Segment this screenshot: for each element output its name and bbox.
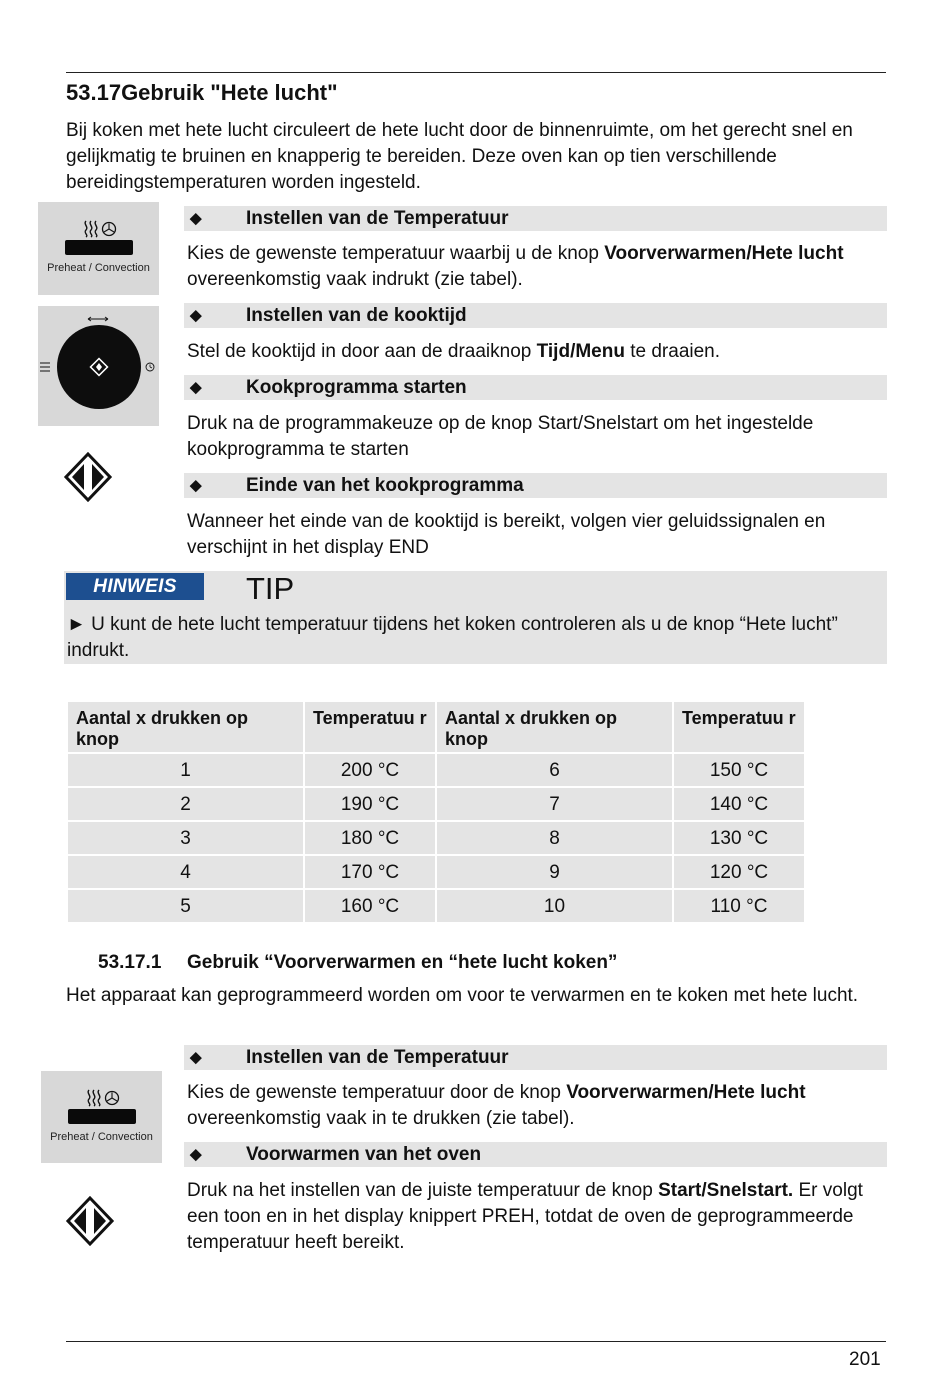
table-cell: 170 °C — [304, 855, 436, 889]
table-cell: 150 °C — [673, 753, 805, 787]
table-row — [67, 855, 805, 889]
preheat-button-graphic — [68, 1109, 136, 1124]
step-text-cooking-time — [187, 339, 887, 365]
preheat-button-graphic — [65, 240, 133, 255]
table-cell: 120 °C — [673, 855, 805, 889]
table-cell: 160 °C — [304, 889, 436, 923]
step-heading: Instellen van de Temperatuur — [246, 208, 509, 229]
table-row — [67, 753, 805, 787]
top-rule — [66, 72, 886, 73]
start-button-icon — [66, 1196, 114, 1246]
text-run: te draaien. — [624, 341, 721, 362]
step-text-end-program: Wanneer het einde van de kooktijd is bereikt, volgen vier geluidssignalen en verschijnt in het display END — [187, 511, 826, 558]
table-header-cell: Temperatuu r — [304, 701, 436, 753]
diamond-bullet-icon: ◆ — [190, 307, 202, 324]
table-cell: 190 °C — [304, 787, 436, 821]
subsection-intro: Het apparaat kan geprogrammeerd worden om voor te verwarmen en te koken met hete lucht. — [66, 985, 859, 1006]
step-text-start-program: Druk na de programmakeuze op de knop Start/Snelstart om het ingestelde kookprogramma te starten — [187, 413, 814, 460]
section-number: 53.17 — [66, 80, 122, 105]
text-run: overeenkomstig vaak in te drukken (zie tabel). — [187, 1108, 575, 1129]
diamond-bullet-icon: ◆ — [190, 210, 202, 227]
step-bar-cooking-time — [184, 303, 887, 328]
table-cell: 10 — [436, 889, 673, 923]
diamond-bullet-icon: ◆ — [190, 1049, 202, 1066]
table-cell: 180 °C — [304, 821, 436, 855]
table-cell: 3 — [67, 821, 304, 855]
step-heading: Kookprogramma starten — [246, 377, 467, 398]
table-cell: 130 °C — [673, 821, 805, 855]
table-cell: 9 — [436, 855, 673, 889]
table-row — [67, 821, 805, 855]
table-header-cell: Aantal x drukken op knop — [67, 701, 304, 753]
text-run: Kies de gewenste temperatuur waarbij u de knop — [187, 243, 605, 264]
diamond-bullet-icon: ◆ — [190, 379, 202, 396]
table-cell: 8 — [436, 821, 673, 855]
table-row — [67, 889, 805, 923]
diamond-bullet-icon: ◆ — [190, 477, 202, 494]
convection-icon — [82, 218, 118, 238]
preheat-convection-panel-2 — [41, 1071, 162, 1163]
subsection-number: 53.17.1 — [98, 952, 162, 973]
bold-run: Voorverwarmen/Hete lucht — [604, 243, 844, 264]
step-heading: Voorwarmen van het oven — [246, 1144, 482, 1165]
table-cell: 110 °C — [673, 889, 805, 923]
start-button-icon — [64, 452, 112, 502]
page-number: 201 — [849, 1349, 881, 1370]
section-heading — [66, 79, 338, 107]
table-cell: 6 — [436, 753, 673, 787]
substep-bar-temperature — [184, 1045, 887, 1070]
table-header-cell: Aantal x drukken op knop — [436, 701, 673, 753]
bold-run: Start/Snelstart. — [658, 1180, 794, 1201]
rotary-knob-icon — [38, 306, 159, 426]
bold-run: Voorverwarmen/Hete lucht — [566, 1082, 806, 1103]
temperature-table — [66, 700, 806, 924]
footer-rule — [66, 1341, 886, 1342]
text-run: Er volgt een toon en in het display knippert PREH, totdat de oven de geprogrammeerde temperatuur heeft bereikt. — [187, 1180, 863, 1253]
table-cell: 140 °C — [673, 787, 805, 821]
text-run: overeenkomstig vaak indrukt (zie tabel). — [187, 269, 523, 290]
section-title: Gebruik "Hete lucht" — [121, 80, 338, 105]
step-bar-start-program — [184, 375, 887, 400]
convection-icon — [85, 1087, 121, 1107]
step-text-temperature — [187, 241, 887, 293]
tip-text: ► U kunt de hete lucht temperatuur tijdens het koken controleren als u de knop “Hete lucht” indrukt. — [67, 614, 838, 661]
preheat-label: Preheat / Convection — [47, 262, 150, 274]
substep-text-temperature — [187, 1080, 887, 1132]
step-heading: Instellen van de Temperatuur — [246, 1047, 509, 1068]
substep-bar-preheat — [184, 1142, 887, 1167]
diamond-bullet-icon: ◆ — [190, 1146, 202, 1163]
table-cell: 4 — [67, 855, 304, 889]
step-bar-end-program — [184, 473, 887, 498]
time-menu-knob-panel — [38, 306, 159, 426]
hinweis-badge: HINWEIS — [66, 573, 204, 600]
section-intro: Bij koken met hete lucht circuleert de hete lucht door de binnenruimte, om het gerecht snel en gelijkmatig te bruinen en knapperig te bereiden. Deze oven kan op tien verschillende bereidingstemperaturen worden ingesteld. — [66, 120, 853, 193]
substep-text-preheat — [187, 1178, 887, 1256]
bold-run: Tijd/Menu — [536, 341, 625, 362]
table-header-cell: Temperatuu r — [673, 701, 805, 753]
step-bar-temperature — [184, 206, 887, 231]
table-row — [67, 787, 805, 821]
tip-title: TIP — [246, 571, 295, 606]
table-cell: 200 °C — [304, 753, 436, 787]
step-heading: Einde van het kookprogramma — [246, 475, 524, 496]
subsection-title: Gebruik “Voorverwarmen en “hete lucht koken” — [187, 952, 618, 973]
preheat-label: Preheat / Convection — [50, 1131, 153, 1143]
table-cell: 5 — [67, 889, 304, 923]
step-heading: Instellen van de kooktijd — [246, 305, 467, 326]
table-header-row — [67, 701, 805, 753]
text-run: Stel de kooktijd in door aan de draaiknop — [187, 341, 537, 362]
preheat-convection-panel — [38, 202, 159, 295]
text-run: Druk na het instellen van de juiste temperatuur de knop — [187, 1180, 659, 1201]
table-cell: 2 — [67, 787, 304, 821]
table-cell: 7 — [436, 787, 673, 821]
table-cell: 1 — [67, 753, 304, 787]
text-run: Kies de gewenste temperatuur door de knop — [187, 1082, 567, 1103]
